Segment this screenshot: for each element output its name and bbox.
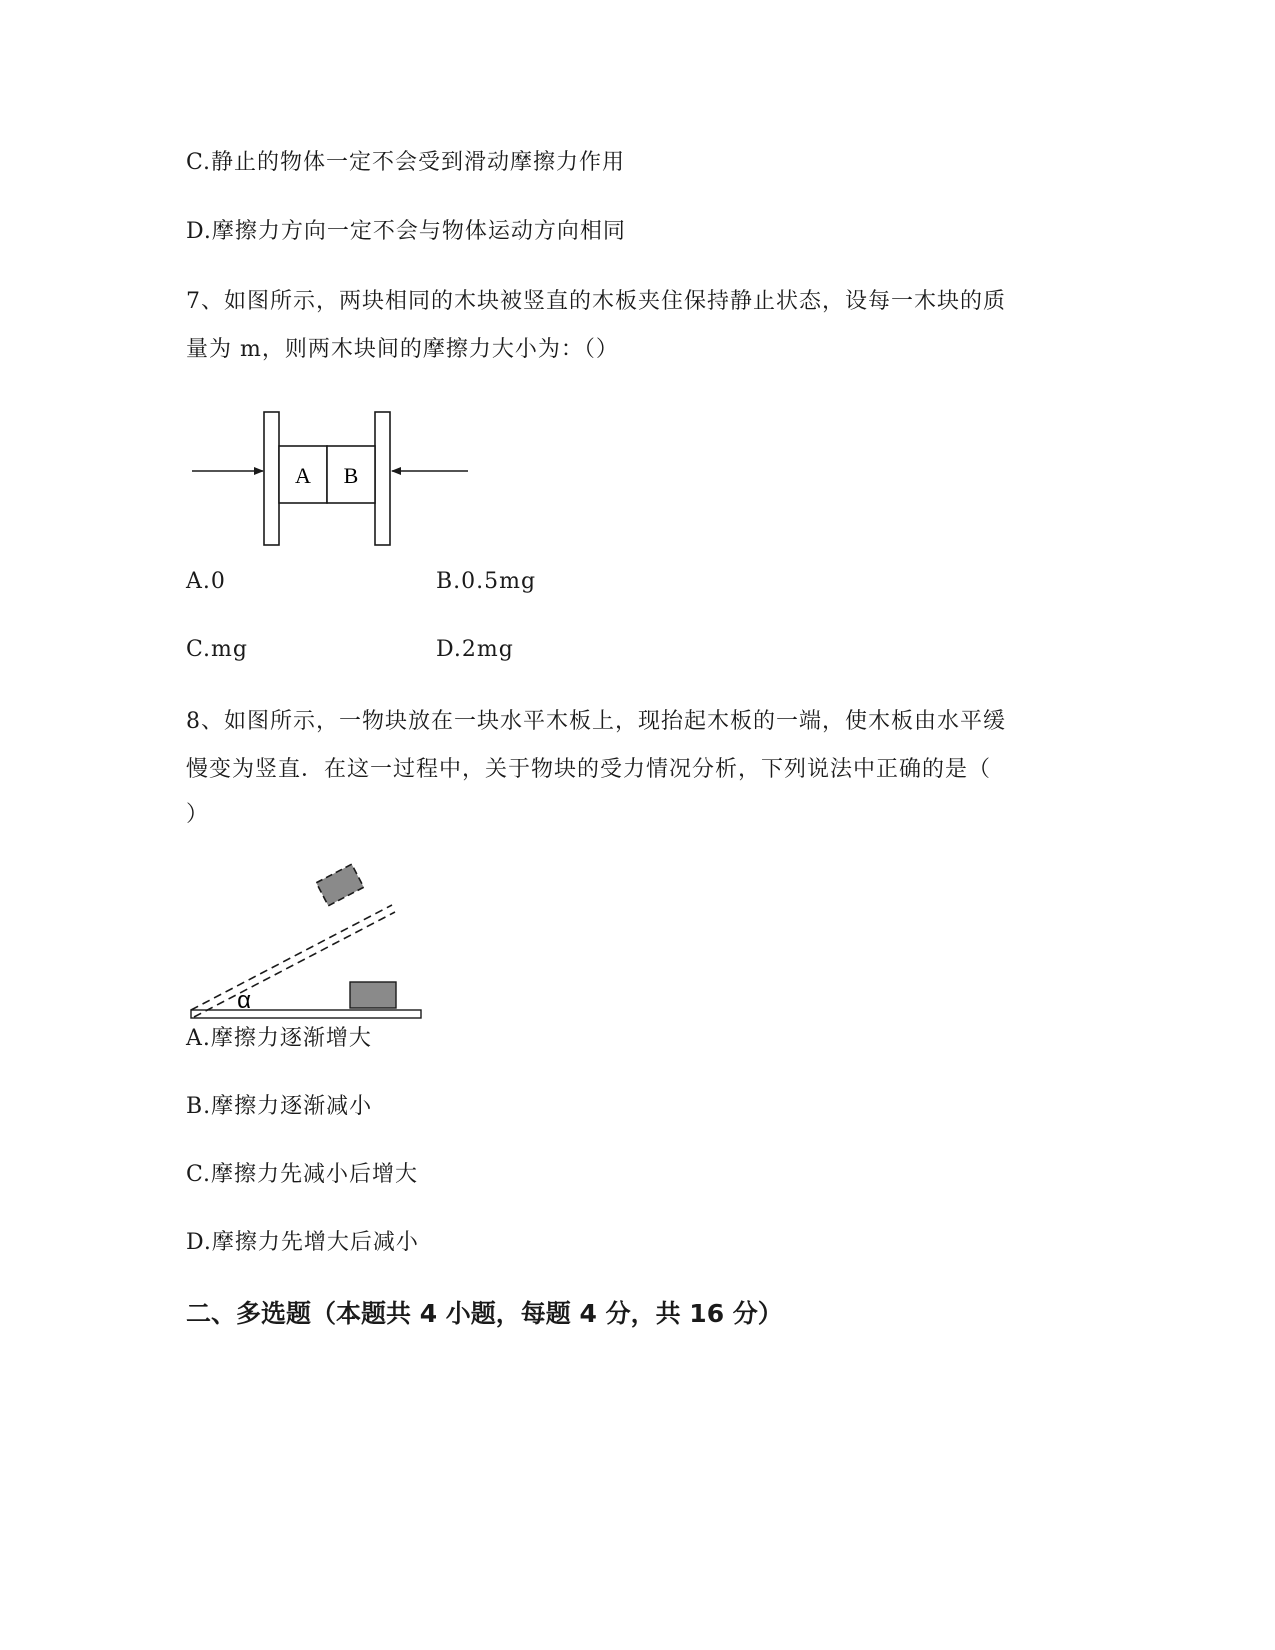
block-a-label: A bbox=[295, 463, 311, 488]
q6-option-c: C.静止的物体一定不会受到滑动摩擦力作用 bbox=[186, 150, 626, 175]
q7-option-b: B.0.5mg bbox=[436, 569, 537, 594]
block-b-label: B bbox=[343, 463, 359, 488]
q8-option-c: C.摩擦力先减小后增大 bbox=[186, 1162, 419, 1187]
q7-option-a: A.0 bbox=[186, 569, 226, 594]
q8-option-b: B.摩擦力逐渐减小 bbox=[186, 1094, 373, 1119]
q8-stem-line-2: 慢变为竖直．在这一过程中，关于物块的受力情况分析，下列说法中正确的是（ bbox=[186, 757, 992, 782]
q7-option-c: C.mg bbox=[186, 637, 248, 662]
left-board bbox=[264, 412, 279, 545]
q8-figure bbox=[180, 860, 440, 1020]
section-2-title: 二、多选题（本题共 4 小题，每题 4 分，共 16 分） bbox=[186, 1299, 783, 1328]
q7-stem-line-2: 量为 m，则两木块间的摩擦力大小为：（） bbox=[186, 337, 619, 362]
angle-alpha-label: α bbox=[237, 987, 251, 1014]
block-on-board bbox=[350, 982, 396, 1008]
q6-option-d: D.摩擦力方向一定不会与物体运动方向相同 bbox=[186, 219, 626, 244]
q7-figure bbox=[180, 400, 480, 550]
q7-stem-line-1: 7、如图所示，两块相同的木块被竖直的木板夹住保持静止状态，设每一木块的质 bbox=[186, 289, 1006, 314]
q7-option-d: D.2mg bbox=[436, 637, 514, 662]
q8-stem-line-1: 8、如图所示，一物块放在一块水平木板上，现抬起木板的一端，使木板由水平缓 bbox=[186, 709, 1006, 734]
horizontal-board bbox=[191, 1010, 421, 1018]
block-on-incline bbox=[316, 864, 363, 906]
q8-stem-line-3: ） bbox=[186, 802, 210, 827]
q8-option-a: A.摩擦力逐渐增大 bbox=[186, 1026, 372, 1051]
q8-option-d: D.摩擦力先增大后减小 bbox=[186, 1230, 419, 1255]
right-board bbox=[375, 412, 390, 545]
